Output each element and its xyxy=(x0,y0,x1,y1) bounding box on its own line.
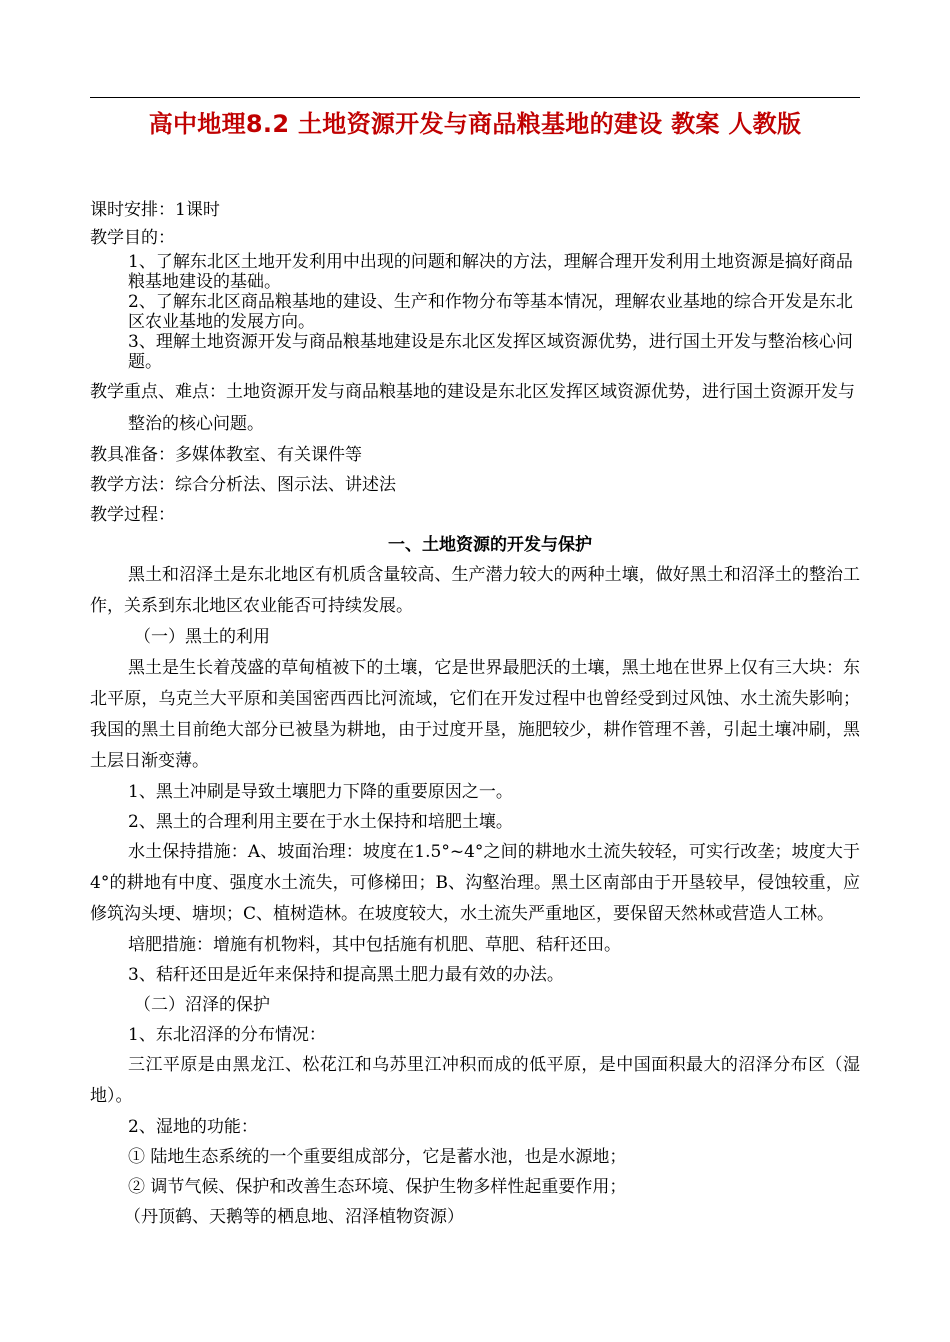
paragraph-black-soil: 黑土是生长着茂盛的草甸植被下的土壤，它是世界最肥沃的土壤，黑土地在世界上仅有三大块：东北平原，乌克兰大平原和美国密西西比河流域，它们在开发过程中也曾经受到过风蚀、水土流失影响；我国的黑土目前绝大部分已被垦为耕地，由于过度开垦，施肥较少，耕作管理不善，引起土壤冲刷，黑土层日渐变薄。 xyxy=(90,658,860,771)
subheading-black-soil: （一）黑土的利用 xyxy=(134,627,270,647)
function-note: （丹顶鹤、天鹅等的栖息地、沼泽植物资源） xyxy=(124,1207,464,1227)
point-1: 1、黑土冲刷是导致土壤肥力下降的重要原因之一。 xyxy=(128,782,513,802)
objective-item: 2、了解东北区商品粮基地的建设、生产和作物分布等基本情况，理解农业基地的综合开发是东北区农业基地的发展方向。 xyxy=(128,292,853,332)
objective-item: 1、了解东北区土地开发利用中出现的问题和解决的方法，理解合理开发利用土地资源是搞好商品粮基地建设的基础。 xyxy=(128,252,853,292)
document-title: 高中地理8.2 土地资源开发与商品粮基地的建设 教案 人教版 xyxy=(148,110,802,138)
subheading-swamp: （二）沼泽的保护 xyxy=(134,995,270,1015)
key-points: 教学重点、难点：土地资源开发与商品粮基地的建设是东北区发挥区域资源优势，进行国土资源开发与整治的核心问题。 xyxy=(90,382,855,434)
header-rule xyxy=(90,97,860,98)
paragraph-conservation: 水土保持措施：A、坡面治理：坡度在1.5°~4°之间的耕地水土流失较轻，可实行改垄；坡度大于4°的耕地有中度、强度水土流失，可修梯田；B、沟壑治理。黑土区南部由于开垦较早，侵蚀较重，应修筑沟头埂、塘坝；C、植树造林。在坡度较大，水土流失严重地区，要保留天然林或营造人工林。 xyxy=(90,842,860,924)
document-body xyxy=(90,196,860,1232)
point-2: 2、黑土的合理利用主要在于水土保持和培肥土壤。 xyxy=(128,812,513,832)
swamp-point-2: 2、湿地的功能： xyxy=(128,1117,258,1137)
function-1: ① 陆地生态系统的一个重要组成部分，它是蓄水池，也是水源地； xyxy=(128,1147,627,1167)
objectives-label: 教学目的： xyxy=(90,228,175,248)
section-heading: 一、土地资源的开发与保护 xyxy=(388,535,592,555)
process-label: 教学过程： xyxy=(90,505,175,525)
equipment-line: 教具准备：多媒体教室、有关课件等 xyxy=(90,445,362,465)
paragraph-sanjiang: 三江平原是由黑龙江、松花江和乌苏里江冲积而成的低平原，是中国面积最大的沼泽分布区（湿地）。 xyxy=(90,1055,860,1106)
schedule-line: 课时安排：1课时 xyxy=(90,200,220,220)
point-3: 3、秸秆还田是近年来保持和提高黑土肥力最有效的办法。 xyxy=(128,965,564,985)
function-2: ② 调节气候、保护和改善生态环境、保护生物多样性起重要作用； xyxy=(128,1177,627,1197)
methods-line: 教学方法：综合分析法、图示法、讲述法 xyxy=(90,475,396,495)
objective-item: 3、理解土地资源开发与商品粮基地建设是东北区发挥区域资源优势，进行国土开发与整治核心问题。 xyxy=(128,332,853,372)
paragraph-fertility: 培肥措施：增施有机物料，其中包括施有机肥、草肥、秸秆还田。 xyxy=(128,935,621,955)
swamp-point-1: 1、东北沼泽的分布情况： xyxy=(128,1025,326,1045)
paragraph-intro: 黑土和沼泽土是东北地区有机质含量较高、生产潜力较大的两种土壤，做好黑土和沼泽土的整治工作，关系到东北地区农业能否可持续发展。 xyxy=(90,565,860,616)
